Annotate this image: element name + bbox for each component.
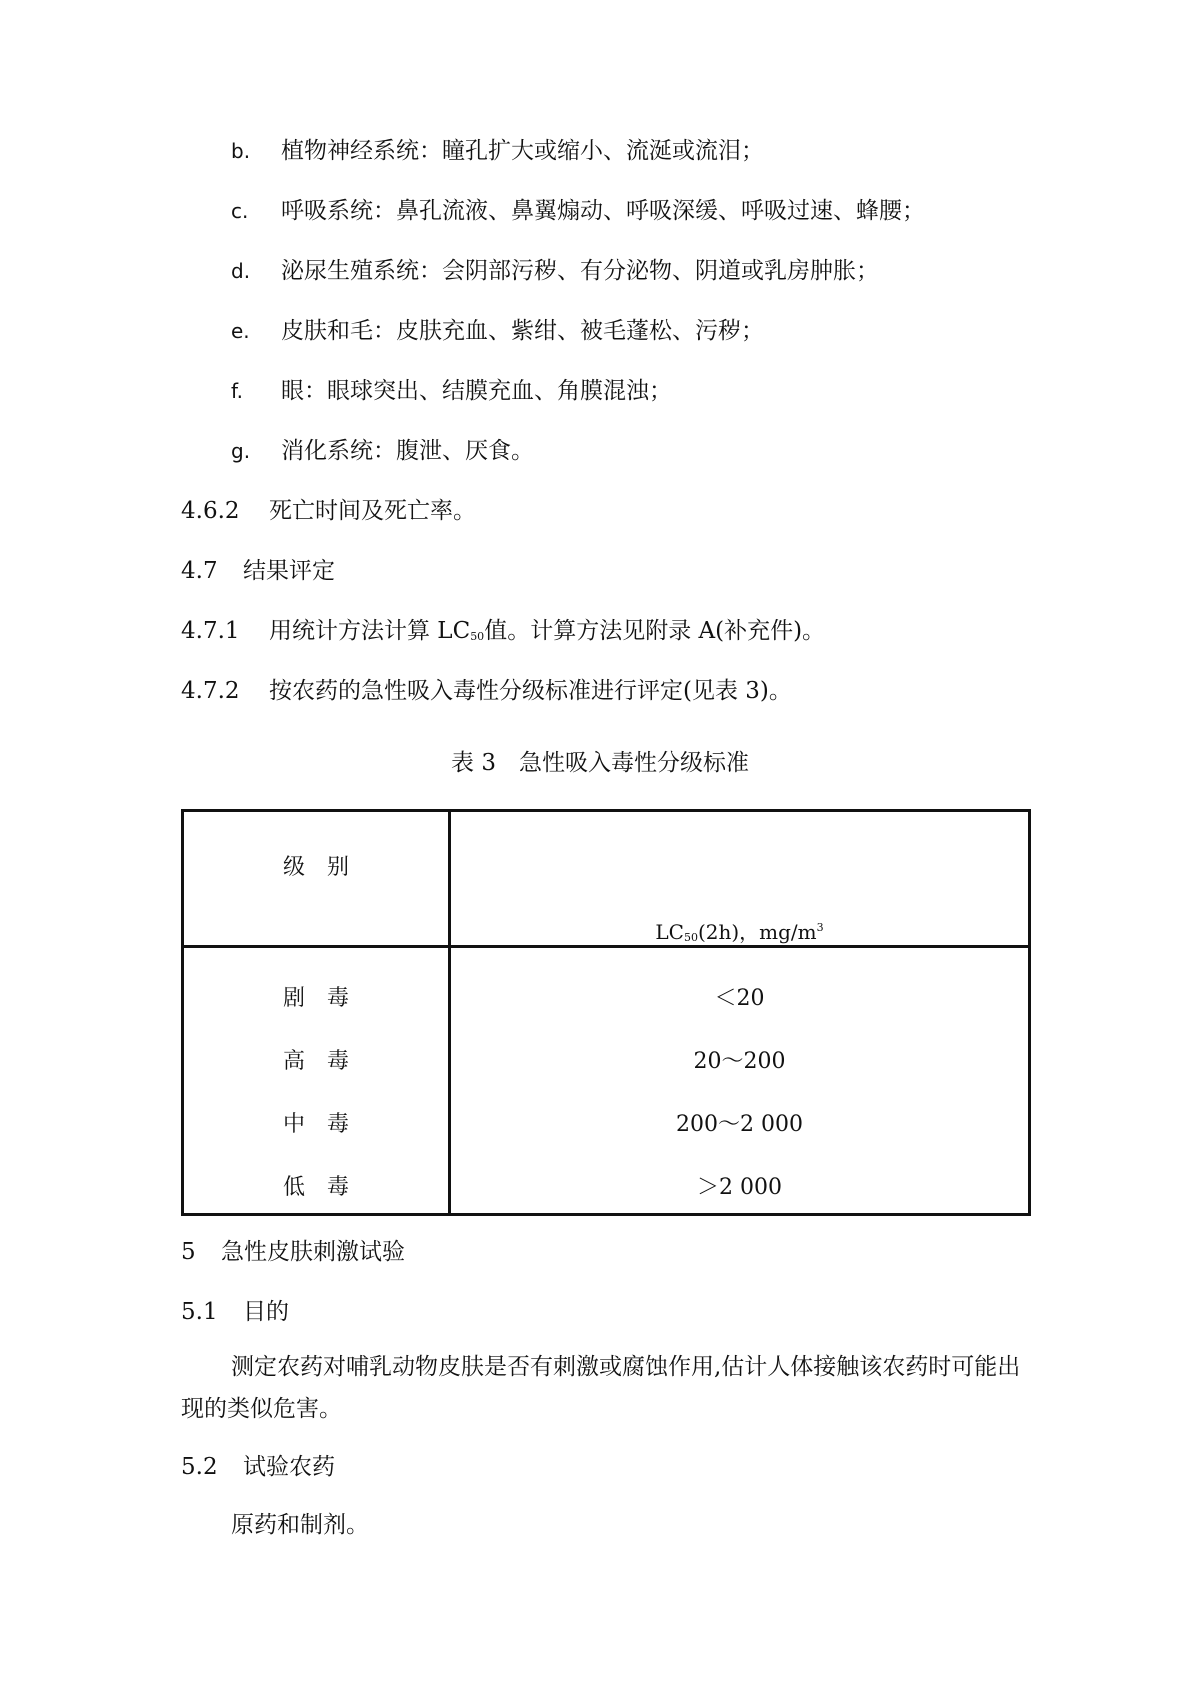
header-lc50 (450, 811, 1030, 947)
section-number: 4.7.1 (181, 618, 240, 644)
table-body-row (183, 947, 1030, 1215)
list-text: 消化系统：腹泄、厌食。 (281, 438, 534, 464)
section-5-2-paragraph: 原药和制剂。 (231, 1512, 369, 1538)
section-heading: 目的 (243, 1299, 289, 1325)
list-item-b (0, 136, 1200, 166)
section-number: 5.2 (181, 1454, 218, 1480)
value-cell: ＜20 (714, 986, 765, 1011)
section-number: 4.6.2 (181, 498, 240, 524)
list-tag: f. (231, 379, 243, 403)
level-cell: 剧 毒 (282, 986, 349, 1011)
table-caption: 表 3 急性吸入毒性分级标准 (451, 750, 749, 776)
section-5-2 (181, 1452, 335, 1482)
list-tag: d. (231, 259, 251, 283)
header-level (183, 811, 450, 947)
list-tag: b. (231, 139, 251, 163)
list-text: 泌尿生殖系统：会阴部污秽、有分泌物、阴道或乳房肿胀； (281, 258, 879, 284)
toxicity-table (181, 809, 1031, 1216)
level-cell: 低 毒 (282, 1175, 349, 1200)
list-text: 植物神经系统：瞳孔扩大或缩小、流涎或流泪； (281, 138, 764, 164)
list-item-g (0, 436, 1200, 466)
level-cell: 中 毒 (282, 1112, 349, 1137)
section-4-7-2 (181, 676, 792, 706)
section-number: 4.7 (181, 558, 218, 584)
section-4-6-2 (181, 496, 476, 526)
section-number: 5.1 (181, 1299, 218, 1325)
section-number: 5 (181, 1239, 196, 1265)
list-item-e (0, 316, 1200, 346)
list-text: 呼吸系统：鼻孔流液、鼻翼煽动、呼吸深缓、呼吸过速、蜂腰； (281, 198, 925, 224)
section-text: 值。计算方法见附录 A(补充件)。 (484, 618, 826, 644)
list-tag: c. (231, 199, 249, 223)
section-number: 4.7.2 (181, 678, 240, 704)
header-lc50-pre: LC (655, 920, 684, 944)
section-heading: 结果评定 (243, 558, 335, 584)
header-lc50-mid: (2h)，mg/m (697, 920, 817, 944)
section-4-7 (181, 556, 335, 586)
section-text: 按农药的急性吸入毒性分级标准进行评定(见表 3)。 (269, 678, 792, 704)
section-text: 用统计方法计算 LC (269, 618, 471, 644)
value-cell: ＞2 000 (697, 1175, 782, 1200)
header-level-text: 级 别 (282, 855, 349, 880)
list-tag: e. (231, 319, 250, 343)
section-5-1-paragraph: 测定农药对哺乳动物皮肤是否有刺激或腐蚀作用,估计人体接触该农药时可能出现的类似危害。 (181, 1354, 1021, 1422)
section-text: 死亡时间及死亡率。 (269, 498, 476, 524)
subscript: 50 (470, 630, 485, 643)
list-text: 皮肤和毛：皮肤充血、紫绀、被毛蓬松、污秽； (281, 318, 764, 344)
section-heading: 试验农药 (243, 1454, 335, 1480)
list-text: 眼：眼球突出、结膜充血、角膜混浊； (281, 378, 672, 404)
list-tag: g. (231, 439, 251, 463)
list-item-c (0, 196, 1200, 226)
level-column (183, 947, 450, 1215)
header-lc50-text (655, 864, 823, 945)
level-cell: 高 毒 (282, 1049, 349, 1074)
list-item-f (0, 376, 1200, 406)
section-4-7-1 (181, 616, 825, 652)
list-item-d (0, 256, 1200, 286)
section-5 (181, 1237, 405, 1267)
section-heading: 急性皮肤刺激试验 (221, 1239, 405, 1265)
superscript: 3 (816, 921, 824, 934)
subscript: 50 (683, 931, 698, 944)
value-column (450, 947, 1030, 1215)
value-cell: 20～200 (693, 1049, 786, 1074)
value-cell: 200～2 000 (676, 1112, 803, 1137)
table-header-row (183, 811, 1030, 947)
section-5-1 (181, 1297, 289, 1327)
